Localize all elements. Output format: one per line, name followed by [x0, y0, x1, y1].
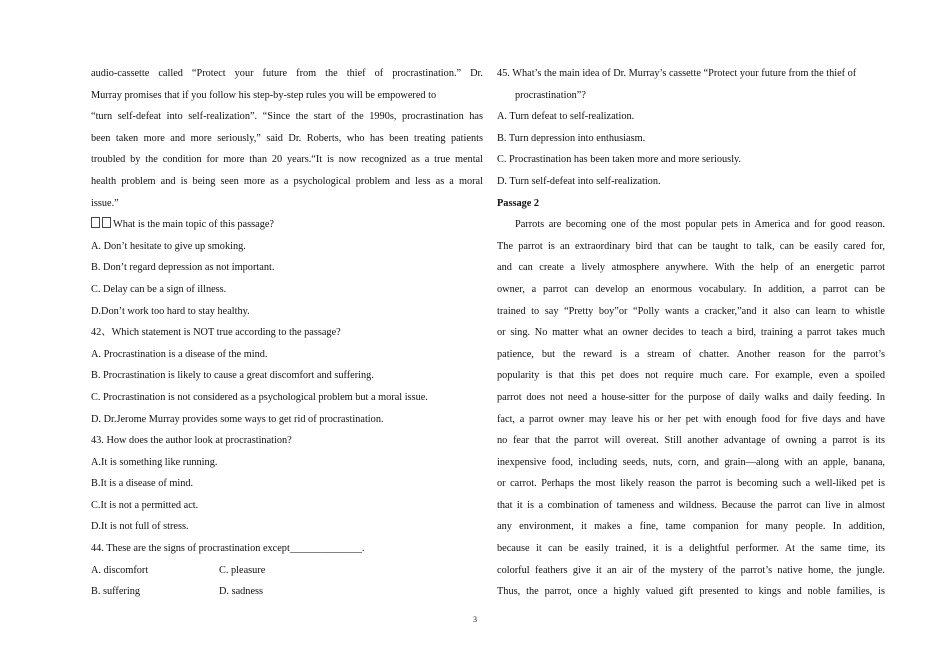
passage-line: trained to say “Pretty boy”or “Polly wants a cracker,”and it also can learn to whistle: [497, 305, 885, 317]
passage-line: troubled by the condition for more than 20 years.“It is now recognized as a true mental: [91, 154, 483, 166]
option: D. Turn self-defeat into self-realization.: [497, 175, 661, 187]
option: D.It is not full of stress.: [91, 521, 189, 533]
passage-line: Murray promises that if you follow his step-by-step rules you will be empowered to: [91, 89, 437, 101]
option: A. Don’t hesitate to give up smoking.: [91, 240, 246, 252]
option: C.It is not a permitted act.: [91, 499, 199, 511]
missing-glyph-icon: [91, 217, 100, 228]
passage-line: “turn self-defeat into self-realization”. “Since the start of the 1990s, procrastination has: [91, 111, 483, 123]
option: A. discomfort: [91, 564, 149, 576]
passage-line: patience, but the reward is a stream of chatter. Another reason for the parrot’s: [497, 348, 885, 360]
passage-line: and can create a lively atmosphere anywhere. With the help of an energetic parrot: [497, 262, 885, 274]
passage-line: or carrot. Perhaps the most likely reason the parrot is becoming such a well-liked pet is: [497, 478, 885, 490]
right-column: [497, 63, 885, 603]
missing-glyph-icon: [102, 217, 111, 228]
option: B.It is a disease of mind.: [91, 478, 194, 490]
passage-line: health problem and is being seen more as a psychological problem and less as a moral: [91, 175, 483, 187]
option: D.Don’t work too hard to stay healthy.: [91, 305, 250, 317]
passage-line: issue.”: [91, 197, 119, 209]
passage-line: The parrot is an extraordinary bird that can be taught to talk, can be easily cared for,: [497, 240, 885, 252]
page-number: 3: [473, 615, 477, 624]
passage-line: colorful feathers give it an air of the mystery of the parrot’s native home, the jungle.: [497, 564, 885, 576]
passage-line: owner, a parrot can develop an enormous vocabulary. In addition, a parrot can be: [497, 283, 885, 295]
passage-line: audio-cassette called “Protect your future from the thief of procrastination.” Dr.: [91, 68, 483, 79]
passage-line: inexpensive food, including seeds, nuts, corn, and grain—along with an apple, banana,: [497, 456, 885, 468]
option-row: [91, 581, 483, 603]
option: A.It is something like running.: [91, 456, 218, 468]
question-44: 44. These are the signs of procrastination except______________.: [91, 543, 365, 555]
passage-line: that it is a combination of tameness and wildness. Because the parrot can live in almost: [497, 499, 885, 511]
passage-line: Thus, the parrot, once a highly valued gift presented to kings and noble families, is: [497, 586, 885, 598]
question-45: 45. What’s the main idea of Dr. Murray’s cassette “Protect your future from the thief of: [497, 68, 857, 79]
option: B. Turn depression into enthusiasm.: [497, 132, 646, 144]
option: C. Delay can be a sign of illness.: [91, 283, 227, 295]
left-column: [91, 63, 483, 603]
option: C. Procrastination has been taken more and more seriously.: [497, 154, 742, 166]
question-43: 43. How does the author look at procrastination?: [91, 435, 292, 447]
passage-line: Parrots are becoming one of the most popular pets in America and for good reason.: [515, 219, 885, 231]
passage-line: parrot does not need a house-sitter for the purpose of daily walks and daily feeding. In: [497, 391, 885, 403]
option: B. Don’t regard depression as not important.: [91, 262, 275, 274]
passage-line: popularity is that this pet does not require much care. For example, even a spoiled: [497, 370, 885, 382]
option: A. Turn defeat to self-realization.: [497, 111, 635, 123]
passage-line: because it can be easily trained, it is a delightful performer. At the same time, its: [497, 543, 885, 555]
option: A. Procrastination is a disease of the mind.: [91, 348, 268, 360]
passage-line: or sing. No matter what an owner decides to teach a bird, training a parrot takes much: [497, 327, 885, 339]
option: C. Procrastination is not considered as a psychological problem but a moral issue.: [91, 391, 428, 403]
question-45-cont: procrastination”?: [515, 89, 586, 101]
question-41: [91, 214, 483, 236]
option: D. sadness: [219, 586, 264, 598]
question-41-text: What is the main topic of this passage?: [113, 219, 274, 231]
passage-line: been taken more and more seriously,” said Dr. Roberts, who has been treating patients: [91, 132, 483, 144]
passage-2-title: Passage 2: [497, 197, 540, 209]
question-42: 42、Which statement is NOT true according to the passage?: [91, 327, 341, 339]
option: D. Dr.Jerome Murray provides some ways to get rid of procrastination.: [91, 413, 384, 425]
option: B. Procrastination is likely to cause a great discomfort and suffering.: [91, 370, 374, 382]
passage-line: fact, a parrot owner may leave his or her pet with enough food for five days and have: [497, 413, 885, 425]
option: B. suffering: [91, 586, 141, 598]
passage-line: any environment, it makes a fine, tame companion for many people. In addition,: [497, 521, 885, 533]
passage-line: no fear that the parrot will overeat. Still another advantage of owning a parrot is its: [497, 435, 885, 447]
option: C. pleasure: [219, 564, 266, 576]
option-row: [91, 560, 483, 582]
